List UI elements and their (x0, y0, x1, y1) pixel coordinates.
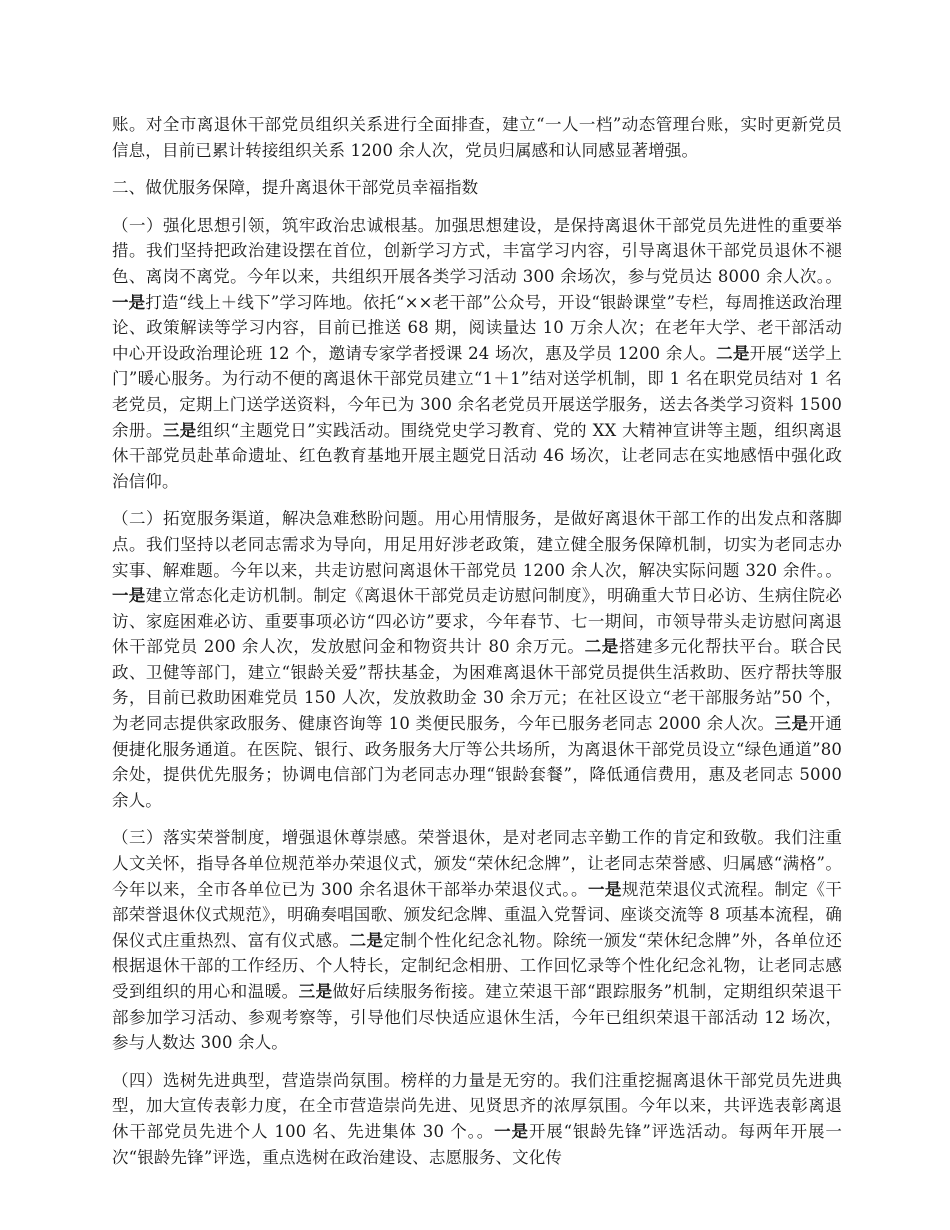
text-run: 开展“银龄先锋”评选活动。每两年开展一次“银龄先锋”评选，重点选树在政治建设、志愿服务、文化传 (112, 1121, 842, 1167)
paragraph-subsection-1 (112, 213, 842, 495)
text-run: 搭建多元化帮扶平台。联合民政、卫健等部门，建立“银龄关爱”帮扶基金，为困难离退休干部党员提供生活救助、医疗帮扶等服务，目前已救助困难党员 150 人次，发放救助金 30 余万元；在社区设立“老干部服务站”50 个，为老同志提供家政服务、健康咨询等 10 类便民服务，今年已服务老同志 2000 余人次。 (112, 637, 842, 734)
enumerator-label: 一是 (112, 586, 146, 606)
text-run: （一）强化思想引领，筑牢政治忠诚根基。加强思想建设，是保持离退休干部党员先进性的重要举措。我们坚持把政治建设摆在首位，创新学习方式，丰富学习内容，引导离退休干部党员退休不褪色、离岗不离党。今年以来，共组织开展各类学习活动 300 余场次，参与党员达 8000 余人次。。 (112, 215, 842, 286)
enumerator-label: 三是 (162, 420, 197, 440)
enumerator-label: 三是 (298, 982, 333, 1001)
text-run: （二）拓宽服务渠道，解决急难愁盼问题。用心用情服务，是做好离退休干部工作的出发点和落脚点。我们坚持以老同志需求为导向，用足用好涉老政策，建立健全服务保障机制，切实为老同志办实事、解难题。今年以来，共走访慰问离退休干部党员 1200 余人次，解决实际问题 320 余件。。 (112, 509, 842, 580)
enumerator-label: 三是 (774, 714, 809, 734)
text-run: 组织“主题党日”实践活动。围绕党史学习教育、党的 XX 大精神宣讲等主题，组织离退休干部党员赴革命遗址、红色教育基地开展主题党日活动 46 场次，让老同志在实地感悟中强化政治信仰。 (112, 420, 842, 491)
text-run: 开通便捷化服务通道。在医院、银行、政务服务大厅等公共场所，为离退休干部党员设立“绿色通道”80 余处，提供优先服务；协调电信部门为老同志办理“银龄套餐”，降低通信费用，惠及老同志 5000 余人。 (112, 714, 842, 810)
text-run: （四）选树先进典型，营造崇尚氛围。榜样的力量是无穷的。我们注重挖掘离退休干部党员先进典型，加大宣传表彰力度，在全市营造崇尚先进、见贤思齐的浓厚氛围。今年以来，共评选表彰离退休干部党员先进个人 100 名、先进集体 30 个。。 (112, 1070, 842, 1141)
enumerator-label: 一是 (112, 292, 146, 312)
paragraph-subsection-3 (112, 825, 842, 1055)
text-run: 打造“线上＋线下”学习阵地。依托“××老干部”公众号，开设“银龄课堂”专栏，每周推送政治理论、政策解读等学习内容，目前已推送 68 期，阅读量达 10 万余人次；在老年大学、老干部活动中心开设政治理论班 12 个，邀请专家学者授课 24 场次，惠及学员 1200 余人。 (112, 292, 842, 363)
text-run: （三）落实荣誉制度，增强退休尊崇感。荣誉退休，是对老同志辛勤工作的肯定和致敬。我们注重人文关怀，指导各单位规范举办荣退仪式，颁发“荣休纪念牌”，让老同志荣誉感、归属感“满格”。今年以来，全市各单位已为 300 余名退休干部举办荣退仪式。。 (112, 828, 842, 899)
text-run: 做好后续服务衔接。建立荣退干部“跟踪服务”机制，定期组织荣退干部参加学习活动、参观考察等，引导他们尽快适应退休生活，今年已组织荣退干部活动 12 场次，参与人数达 300 余人。 (112, 982, 842, 1053)
paragraph-subsection-4 (112, 1068, 842, 1170)
section-heading (112, 175, 842, 201)
text-run: 规范荣退仪式流程。制定《干部荣誉退休仪式规范》，明确奏唱国歌、颁发纪念牌、重温入党誓词、座谈交流等 8 项基本流程，确保仪式庄重热烈、富有仪式感。 (112, 879, 842, 950)
text-run: 建立常态化走访机制。制定《离退休干部党员走访慰问制度》，明确重大节日必访、生病住院必访、家庭困难必访、重要事项必访“四必访”要求，今年春节、七一期间，市领导带头走访慰问离退休干部党员 200 余人次，发放慰问金和物资共计 80 余万元。 (112, 586, 842, 657)
enumerator-label: 一是 (587, 879, 622, 899)
text-run: 定制个性化纪念礼物。除统一颁发“荣休纪念牌”外，各单位还根据退休干部的工作经历、个人特长，定制纪念相册、工作回忆录等个性化纪念礼物，让老同志感受到组织的用心和温暖。 (112, 930, 842, 1001)
enumerator-label: 一是 (494, 1121, 529, 1141)
paragraph-intro-continuation (112, 112, 842, 163)
enumerator-label: 二是 (716, 343, 750, 363)
paragraph-subsection-2 (112, 506, 842, 813)
enumerator-label: 二是 (349, 930, 384, 950)
text-run: 开展“送学上门”暖心服务。为行动不便的离退休干部党员建立“1＋1”结对送学机制，即 1 名在职党员结对 1 名老党员，定期上门送学送资料，今年已为 300 余名老党员开展送学服务，送去各类学习资料 1500 余册。 (112, 343, 842, 440)
text-run: 二、做优服务保障，提升离退休干部党员幸福指数 (112, 178, 479, 198)
document-page (112, 112, 842, 1182)
enumerator-label: 二是 (584, 637, 619, 657)
text-run: 账。对全市离退休干部党员组织关系进行全面排查，建立“一人一档”动态管理台账，实时更新党员信息，目前已累计转接组织关系 1200 余人次，党员归属感和认同感显著增强。 (112, 115, 842, 160)
